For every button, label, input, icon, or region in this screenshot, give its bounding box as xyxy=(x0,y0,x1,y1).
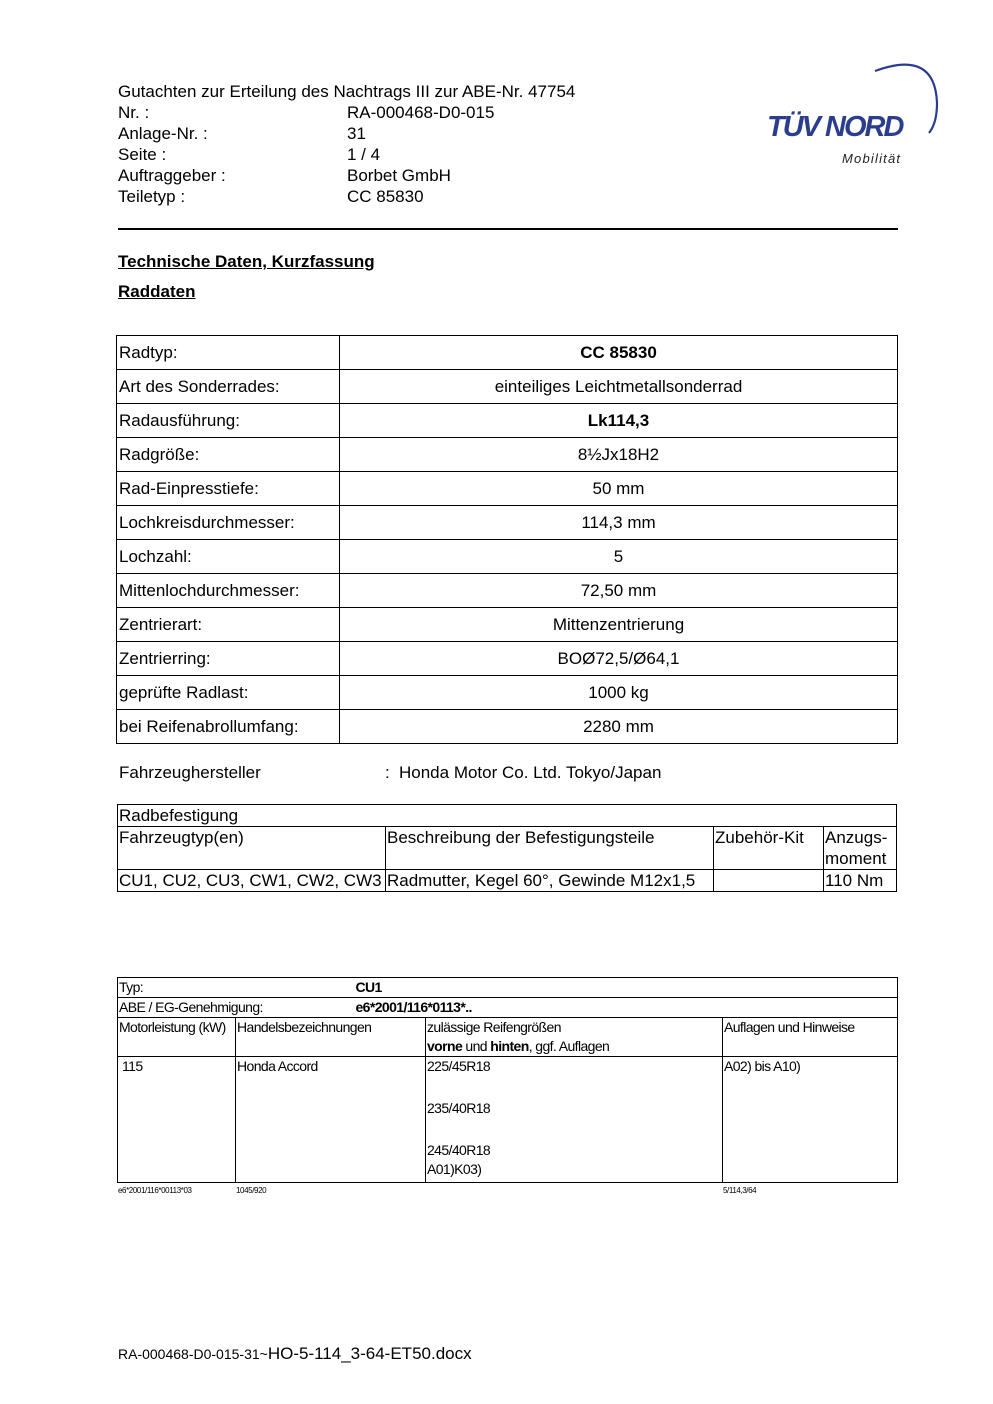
column-header: Anzugs-moment xyxy=(824,827,897,870)
typ-value: CU1 xyxy=(355,979,382,995)
table-row xyxy=(117,642,898,676)
row-value: 72,50 mm xyxy=(340,574,898,608)
row-label: geprüfte Radlast: xyxy=(117,676,340,710)
table-row xyxy=(117,540,898,574)
footer xyxy=(118,1344,472,1364)
table-row xyxy=(117,370,898,404)
column-header: Beschreibung der Befestigungsteile xyxy=(386,827,714,870)
row-label: Radgröße: xyxy=(117,438,340,472)
tire-size: 245/40R18 xyxy=(427,1142,491,1158)
tires-rear: hinten xyxy=(490,1038,529,1054)
row-value: 5 xyxy=(340,540,898,574)
tires-header-line: zulässige Reifengrößen xyxy=(427,1019,561,1035)
table-row xyxy=(118,870,897,892)
logo-subtitle: Mobilität xyxy=(842,151,902,166)
row-value: einteiliges Leichtmetallsonderrad xyxy=(340,370,898,404)
table-row xyxy=(117,710,898,744)
table-row xyxy=(117,608,898,642)
table-row xyxy=(118,1018,898,1057)
column-header-tires xyxy=(426,1018,723,1057)
wheel-fixing-table xyxy=(117,804,897,892)
header-value: 1 / 4 xyxy=(347,145,381,164)
row-value: CC 85830 xyxy=(340,336,898,370)
header-label: Nr. : xyxy=(118,103,150,122)
row-label: Radtyp: xyxy=(117,336,340,370)
small-note: 1045/920 xyxy=(236,1186,267,1195)
header-value: RA-000468-D0-015 xyxy=(347,103,495,122)
column-header: Zubehör-Kit xyxy=(714,827,824,870)
row-value: BOØ72,5/Ø64,1 xyxy=(340,642,898,676)
tire-size: 235/40R18 xyxy=(427,1100,491,1116)
table-row xyxy=(117,438,898,472)
abe-label: ABE / EG-Genehmigung: xyxy=(118,998,426,1018)
section-subtitle: Raddaten xyxy=(118,282,196,301)
manufacturer-value: Honda Motor Co. Ltd. Tokyo/Japan xyxy=(399,763,662,782)
manufacturer-colon: : xyxy=(385,763,390,782)
typ-value-cell xyxy=(355,978,898,998)
header-value: Borbet GmbH xyxy=(347,166,451,185)
table-cell: CU1, CU2, CU3, CW1, CW2, CW3 xyxy=(118,870,386,892)
table-row xyxy=(118,978,898,998)
table-row xyxy=(117,336,898,370)
row-label: Zentrierring: xyxy=(117,642,340,676)
footer-filename: HO-5-114_3-64-ET50.docx xyxy=(267,1344,472,1363)
manufacturer-label: Fahrzeughersteller xyxy=(119,763,261,782)
vehicle-type-table xyxy=(117,977,898,1183)
header-label: Auftraggeber : xyxy=(118,166,226,185)
row-label: Zentrierart: xyxy=(117,608,340,642)
row-label: Lochkreisdurchmesser: xyxy=(117,506,340,540)
small-note: 5/114,3/64 xyxy=(723,1186,757,1195)
power-cell: 115 xyxy=(118,1057,236,1183)
row-value: Lk114,3 xyxy=(340,404,898,438)
table-row xyxy=(118,1057,898,1183)
table-row xyxy=(118,827,897,870)
row-value: 2280 mm xyxy=(340,710,898,744)
trade-cell: Honda Accord xyxy=(236,1057,426,1183)
row-label: Lochzahl: xyxy=(117,540,340,574)
row-label: Radausführung: xyxy=(117,404,340,438)
header-label: Anlage-Nr. : xyxy=(118,124,208,143)
row-label: Rad-Einpresstiefe: xyxy=(117,472,340,506)
table-row xyxy=(117,404,898,438)
column-header: Auflagen und Hinweise xyxy=(723,1018,898,1057)
column-header: Fahrzeugtyp(en) xyxy=(118,827,386,870)
table-row xyxy=(117,506,898,540)
tire-size: 225/45R18 xyxy=(427,1058,491,1074)
document-title: Gutachten zur Erteilung des Nachtrags III zur ABE-Nr. 47754 xyxy=(118,82,576,101)
small-note: e6*2001/116*00113*03 xyxy=(118,1186,192,1195)
row-value: 114,3 mm xyxy=(340,506,898,540)
tires-front: vorne xyxy=(427,1038,463,1054)
row-value: Mittenzentrierung xyxy=(340,608,898,642)
tuev-nord-logo xyxy=(765,55,945,170)
table-row xyxy=(117,472,898,506)
column-header: Handelsbezeichnungen xyxy=(236,1018,426,1057)
header-label: Seite : xyxy=(118,145,167,164)
table-cell xyxy=(714,870,824,892)
row-value: 8½Jx18H2 xyxy=(340,438,898,472)
tires-cell xyxy=(426,1057,723,1183)
tires-header-sub xyxy=(427,1037,721,1056)
fixing-title: Radbefestigung xyxy=(118,805,897,827)
logo-brand: TÜV NORD xyxy=(767,111,903,143)
table-row xyxy=(117,676,898,710)
table-cell: Radmutter, Kegel 60°, Gewinde M12x1,5 xyxy=(386,870,714,892)
tires-und: und xyxy=(465,1038,487,1054)
section-title: Technische Daten, Kurzfassung xyxy=(118,252,375,271)
notes-cell: A02) bis A10) xyxy=(723,1057,898,1183)
table-row xyxy=(118,998,898,1018)
row-value: 1000 kg xyxy=(340,676,898,710)
row-value: 50 mm xyxy=(340,472,898,506)
tires-rest: , ggf. Auflagen xyxy=(528,1038,610,1054)
footer-prefix: RA-000468-D0-015-31~ xyxy=(118,1346,268,1362)
table-cell: 110 Nm xyxy=(824,870,897,892)
tire-note: A01)K03) xyxy=(427,1161,482,1177)
header-value: CC 85830 xyxy=(347,187,424,206)
table-row xyxy=(117,574,898,608)
wheel-data-table xyxy=(116,335,898,744)
row-label: bei Reifenabrollumfang: xyxy=(117,710,340,744)
typ-label: Typ: xyxy=(118,978,426,998)
abe-value-cell xyxy=(355,998,898,1018)
header-divider xyxy=(118,228,898,230)
table-row xyxy=(118,805,897,827)
row-label: Art des Sonderrades: xyxy=(117,370,340,404)
header-label: Teiletyp : xyxy=(118,187,186,206)
row-label: Mittenlochdurchmesser: xyxy=(117,574,340,608)
column-header: Motorleistung (kW) xyxy=(118,1018,236,1057)
abe-value: e6*2001/116*0113*.. xyxy=(355,999,472,1015)
header-value: 31 xyxy=(347,124,366,143)
